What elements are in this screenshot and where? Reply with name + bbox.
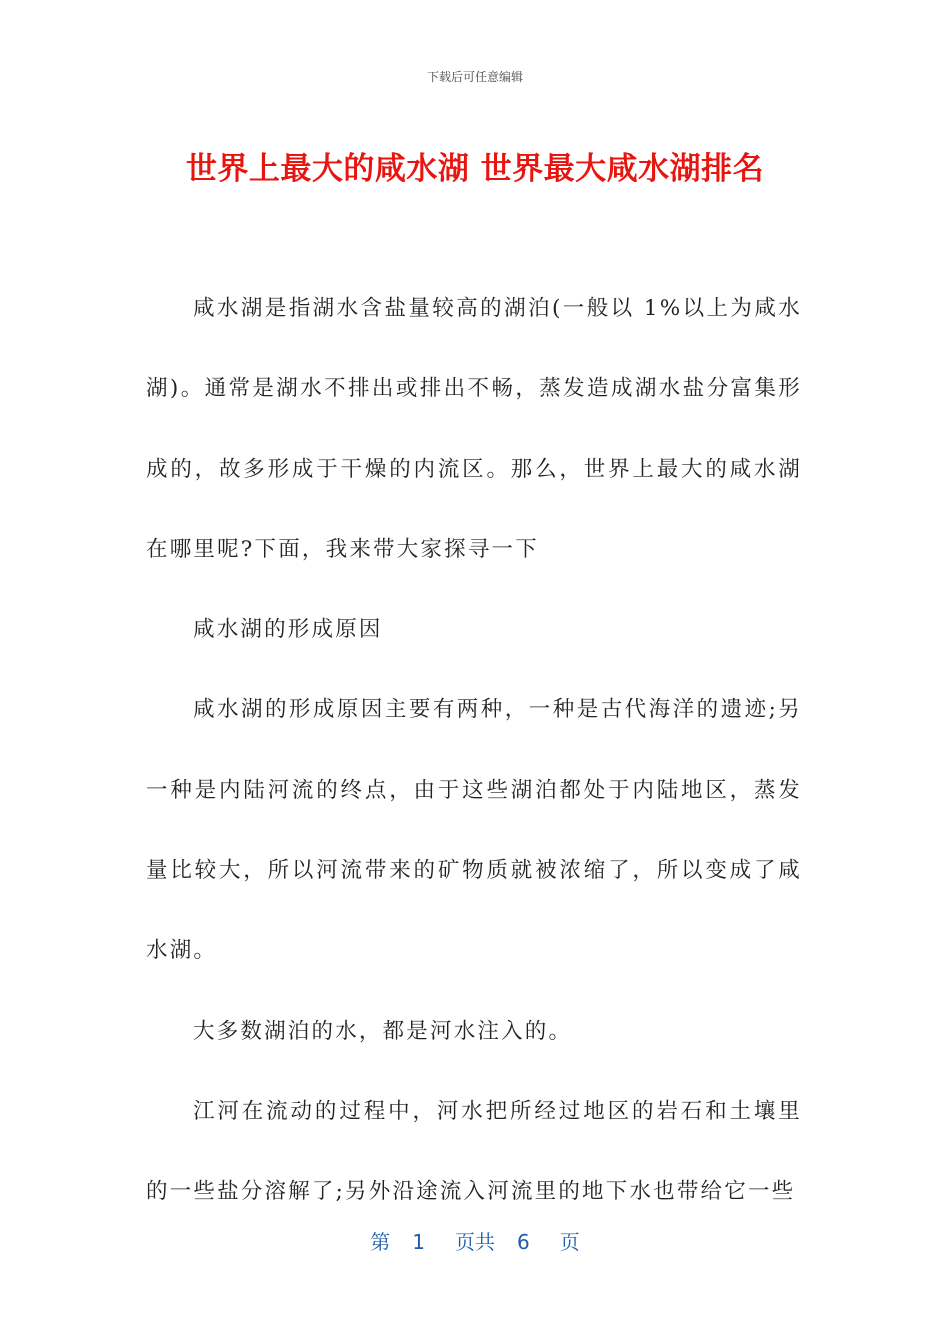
paragraph-intro: 咸水湖是指湖水含盐量较高的湖泊(一般以 1%以上为咸水湖)。通常是湖水不排出或排出不畅，蒸发造成湖水盐分富集形成的，故多形成于干燥的内流区。那么，世界上最大的咸水湖在哪里呢?下面，我来带大家探寻一下 (146, 296, 802, 562)
footer-total-pages: 6 (517, 1230, 530, 1254)
footer-page-prefix: 第 (370, 1230, 391, 1254)
paragraph-heading-formation: 咸水湖的形成原因 (193, 617, 383, 643)
paragraph-formation-causes: 咸水湖的形成原因主要有两种，一种是古代海洋的遗迹;另一种是内陆河流的终点，由于这些湖泊都处于内陆地区，蒸发量比较大，所以河流带来的矿物质就被浓缩了，所以变成了咸水湖。 (146, 697, 802, 964)
paragraph-river-inflow: 大多数湖泊的水，都是河水注入的。 (193, 1018, 573, 1044)
document-title: 世界上最大的咸水湖 世界最大咸水湖排名 (185, 151, 765, 187)
page-footer (0, 1226, 950, 1255)
document-body (146, 269, 802, 1233)
header-note: 下载后可任意编辑 (426, 70, 523, 84)
footer-page-suffix: 页 (559, 1230, 580, 1254)
footer-page-number: 1 (412, 1230, 425, 1254)
paragraph-salt-dissolution: 江河在流动的过程中，河水把所经过地区的岩石和土壤里的一些盐分溶解了;另外沿途流入河流里的地下水也带给它一些 (146, 1098, 802, 1205)
footer-page-mid: 页共 (455, 1230, 495, 1254)
